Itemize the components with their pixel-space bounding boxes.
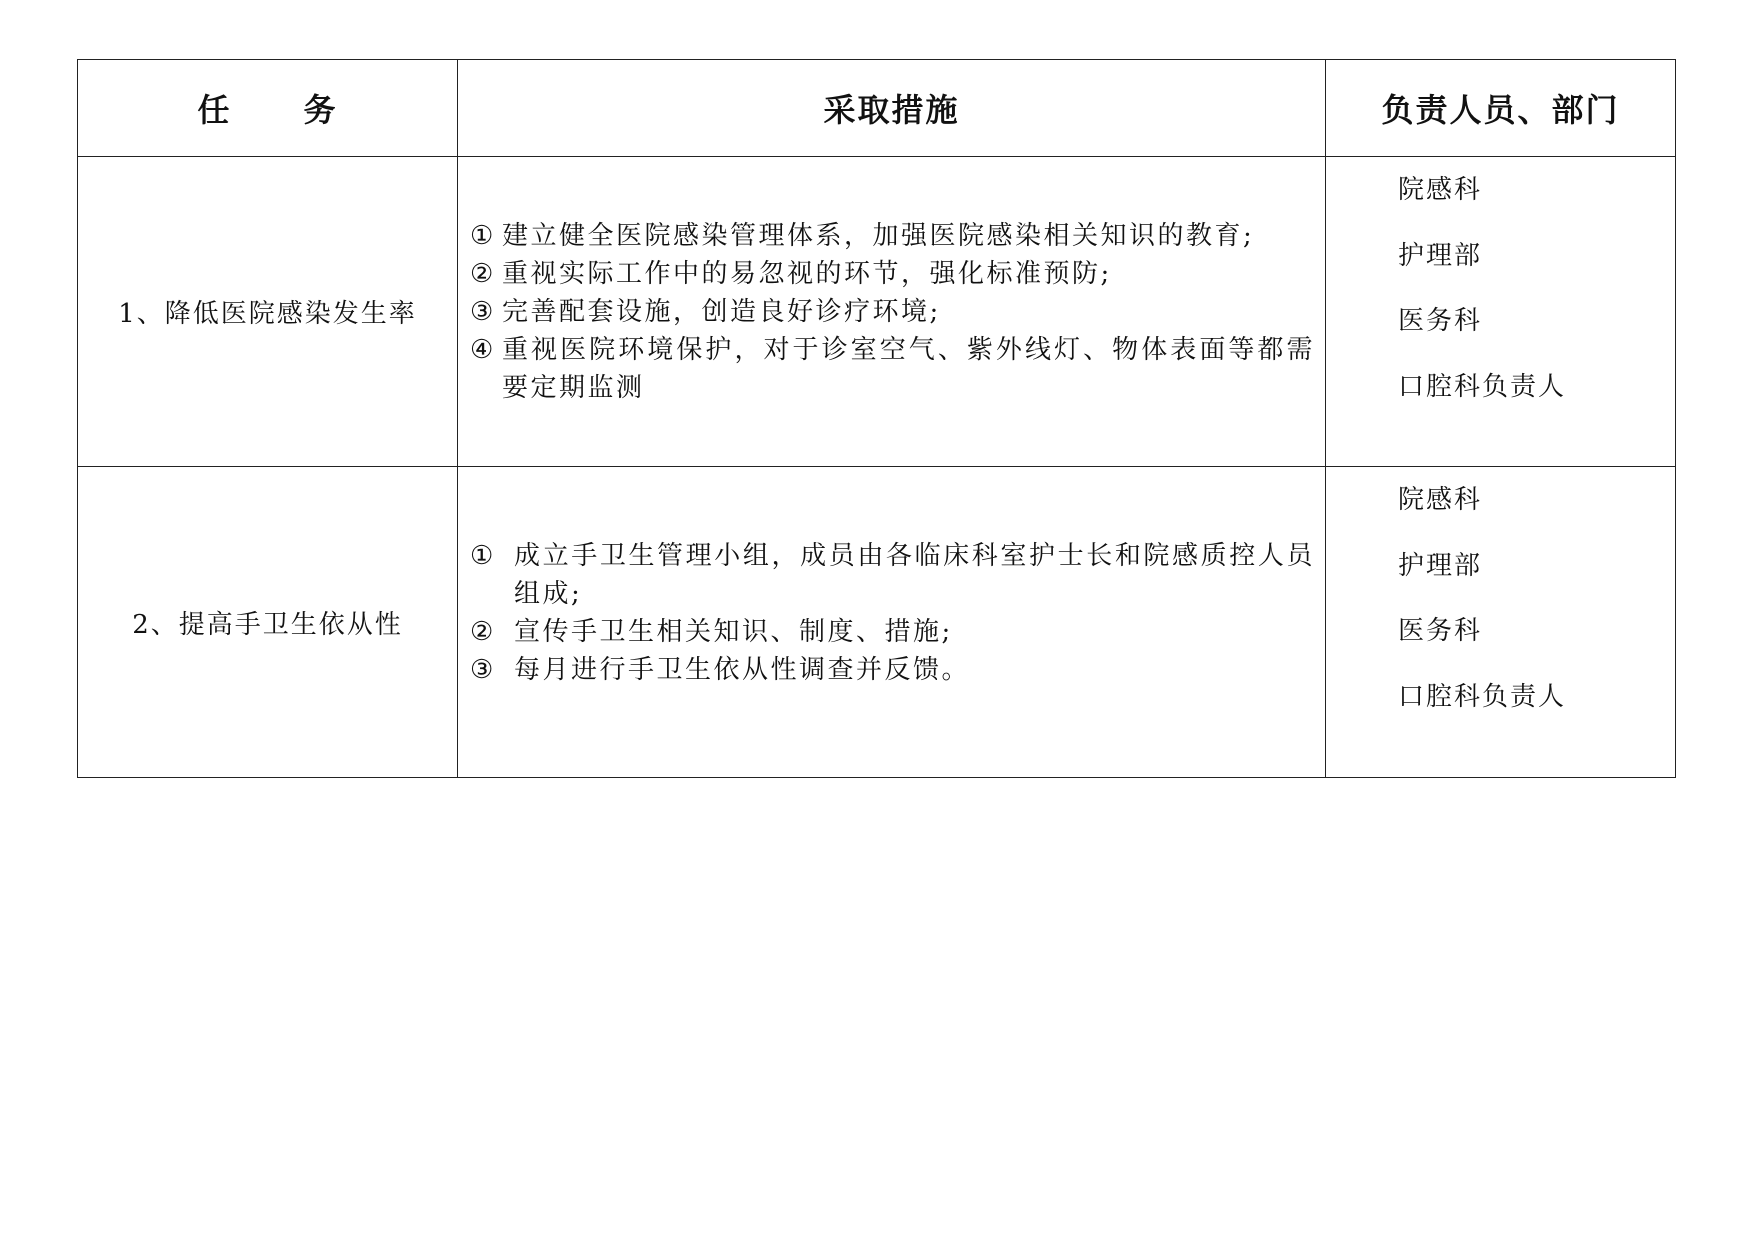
responsible-item: 医务科	[1398, 306, 1483, 336]
measure-item	[470, 331, 1315, 407]
measure-item	[470, 537, 1315, 613]
measures-cell	[458, 467, 1326, 778]
measure-text: 重视医院环境保护，对于诊室空气、紫外线灯、物体表面等都需要定期监测	[502, 334, 1315, 403]
header-measures: 采取措施	[458, 60, 1326, 157]
header-task	[78, 60, 458, 157]
task-cell: 1、降低医院感染发生率	[78, 157, 458, 467]
responsible-item: 护理部	[1398, 240, 1483, 271]
measure-number: ①	[470, 541, 496, 571]
measure-number: ④	[470, 334, 496, 365]
measure-text: 成立手卫生管理小组，成员由各临床科室护士长和院感质控人员组成;	[514, 541, 1315, 609]
measure-text: 建立健全医院感染管理体系，加强医院感染相关知识的教育;	[502, 220, 1255, 251]
responsible-item: 口腔科负责人	[1398, 371, 1567, 402]
responsible-item: 院感科	[1398, 485, 1483, 515]
table-row	[78, 467, 1676, 778]
header-task-char-2: 务	[303, 91, 338, 129]
responsible-item: 护理部	[1398, 550, 1483, 581]
responsible-item: 院感科	[1398, 175, 1483, 205]
measure-item	[470, 613, 1315, 651]
measure-text: 重视实际工作中的易忽视的环节，强化标准预防;	[502, 258, 1112, 289]
header-responsible: 负责人员、部门	[1326, 60, 1676, 157]
measure-item	[470, 255, 1315, 293]
measure-text: 每月进行手卫生依从性调查并反馈。	[514, 655, 971, 685]
responsible-item: 口腔科负责人	[1398, 681, 1567, 712]
measure-text: 宣传手卫生相关知识、制度、措施;	[514, 617, 953, 647]
table-header-row	[78, 60, 1676, 157]
task-cell: 2、提高手卫生依从性	[78, 467, 458, 778]
measures-cell	[458, 157, 1326, 467]
responsible-cell	[1326, 157, 1676, 467]
measure-number: ②	[470, 258, 496, 289]
measure-item	[470, 217, 1315, 255]
measure-item	[470, 651, 1315, 689]
task-measures-table	[77, 59, 1676, 778]
measure-item	[470, 293, 1315, 331]
measure-number: ②	[470, 617, 496, 647]
measure-text: 完善配套设施，创造良好诊疗环境;	[502, 296, 941, 327]
responsible-item: 医务科	[1398, 616, 1483, 646]
measure-number: ③	[470, 655, 496, 685]
table-row	[78, 157, 1676, 467]
responsible-cell	[1326, 467, 1676, 778]
measure-number: ③	[470, 296, 496, 327]
measures-list	[470, 537, 1315, 689]
header-task-char-1: 任	[197, 91, 232, 129]
measure-number: ①	[470, 220, 496, 251]
